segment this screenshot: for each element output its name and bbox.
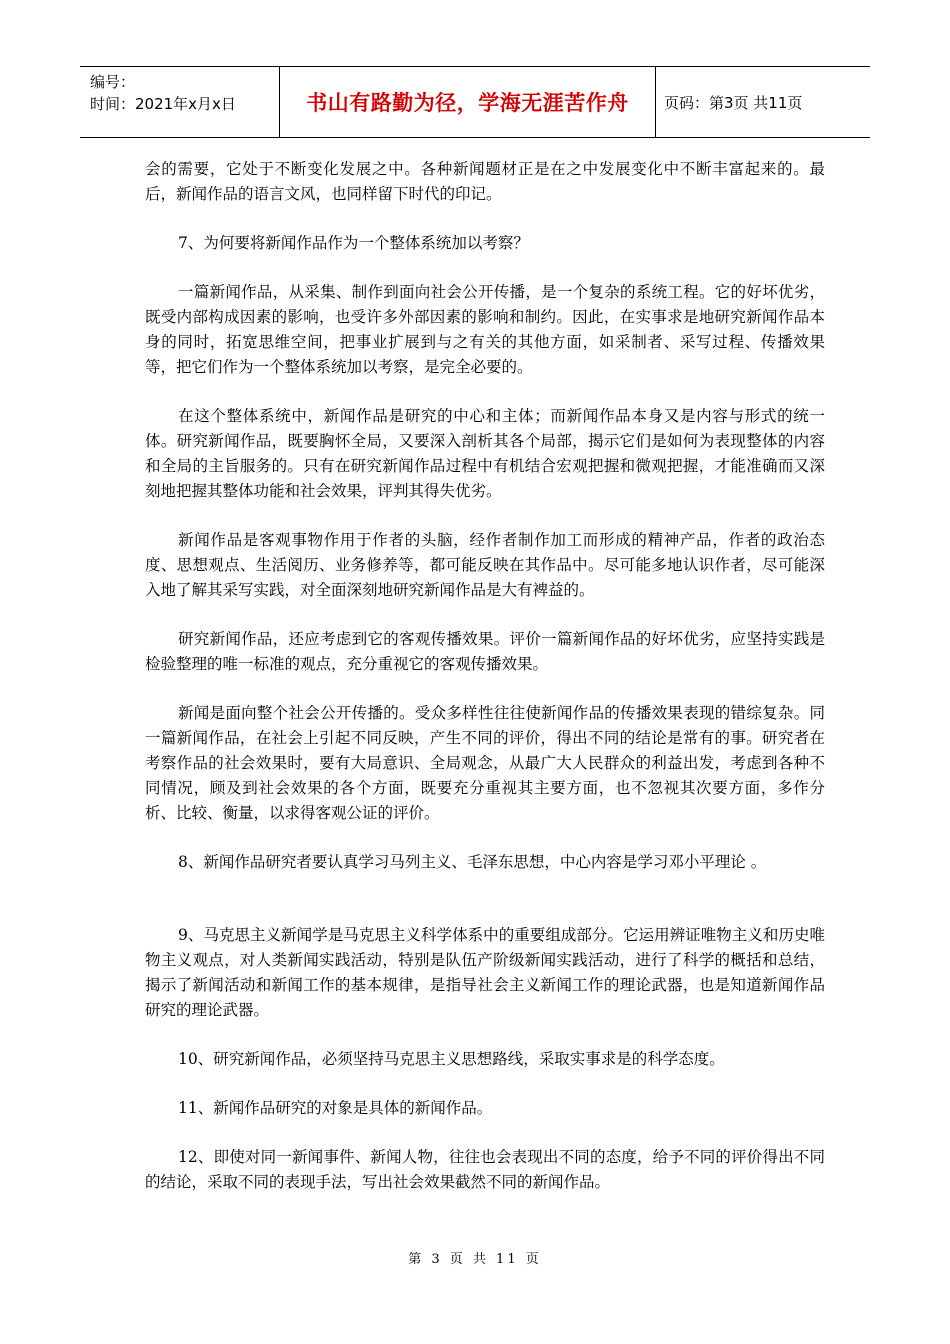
document-body <box>145 157 825 1219</box>
header-page-info <box>656 67 870 137</box>
paragraph: 新闻作品是客观事物作用于作者的头脑，经作者制作加工而形成的精神产品，作者的政治态度、思想观点、生活阅历、业务修养等，都可能反映在其作品中。尽可能多地认识作者，尽可能深入地了解其采写实践，对全面深刻地研究新闻作品是大有裨益的。 <box>145 531 825 599</box>
paragraph: 研究新闻作品，还应考虑到它的客观传播效果。评价一篇新闻作品的好坏优劣，应坚持实践是检验整理的唯一标准的观点，充分重视它的客观传播效果。 <box>145 630 825 673</box>
numbered-item: 8、新闻作品研究者要认真学习马列主义、毛泽东思想，中心内容是学习邓小平理论 。 <box>178 853 767 871</box>
motto: 书山有路勤为径，学海无涯苦作舟 <box>306 91 629 115</box>
page-footer <box>0 1248 950 1267</box>
page-info: 页码：第3页 共11页 <box>664 93 803 112</box>
numbered-item: 11、新闻作品研究的对象是具体的新闻作品。 <box>178 1099 493 1117</box>
numbered-item: 10、研究新闻作品，必须坚持马克思主义思想路线，采取实事求是的科学态度。 <box>178 1050 725 1068</box>
question-heading: 7、为何要将新闻作品作为一个整体系统加以考察？ <box>178 234 529 252</box>
paragraph: 会的需要，它处于不断变化发展之中。各种新闻题材正是在之中发展变化中不断丰富起来的。最后，新闻作品的语言文风，也同样留下时代的印记。 <box>145 160 825 203</box>
paragraph: 一篇新闻作品，从采集、制作到面向社会公开传播，是一个复杂的系统工程。它的好坏优劣，既受内部构成因素的影响，也受许多外部因素的影响和制约。因此，在实事求是地研究新闻作品本身的同时，拓宽思维空间，把事业扩展到与之有关的其他方面，如采制者、采写过程、传播效果等，把它们作为一个整体系统加以考察，是完全必要的。 <box>145 283 825 376</box>
header-meta <box>80 67 280 137</box>
paragraph: 新闻是面向整个社会公开传播的。受众多样性往往使新闻作品的传播效果表现的错综复杂。同一篇新闻作品，在社会上引起不同反映，产生不同的评价，得出不同的结论是常有的事。研究者在考察作品的社会效果时，要有大局意识、全局观念，从最广大人民群众的利益出发，考虑到各种不同情况，顾及到社会效果的各个方面，既要充分重视其主要方面，也不忽视其次要方面，多作分析、比较、衡量，以求得客观公证的评价。 <box>145 704 825 822</box>
numbered-item: 12、即使对同一新闻事件、新闻人物，往往也会表现出不同的态度，给予不同的评价得出不同的结论，采取不同的表现手法，写出社会效果截然不同的新闻作品。 <box>145 1148 825 1191</box>
date-label: 时间：2021年x月x日 <box>90 95 236 113</box>
header-motto-cell <box>280 67 656 137</box>
footer-page-number: 第 3 页 共 11 页 <box>408 1252 542 1267</box>
serial-label: 编号： <box>90 73 136 91</box>
paragraph: 在这个整体系统中，新闻作品是研究的中心和主体；而新闻作品本身又是内容与形式的统一体。研究新闻作品，既要胸怀全局，又要深入剖析其各个局部，揭示它们是如何为表现整体的内容和全局的主旨服务的。只有在研究新闻作品过程中有机结合宏观把握和微观把握，才能准确而又深刻地把握其整体功能和社会效果，评判其得失优劣。 <box>145 407 825 500</box>
numbered-item: 9、马克思主义新闻学是马克思主义科学体系中的重要组成部分。它运用辨证唯物主义和历史唯物主义观点，对人类新闻实践活动，特别是队伍产阶级新闻实践活动，进行了科学的概括和总结，揭示了新闻活动和新闻工作的基本规律，是指导社会主义新闻工作的理论武器，也是知道新闻作品研究的理论武器。 <box>145 926 825 1019</box>
page-header <box>80 66 870 138</box>
